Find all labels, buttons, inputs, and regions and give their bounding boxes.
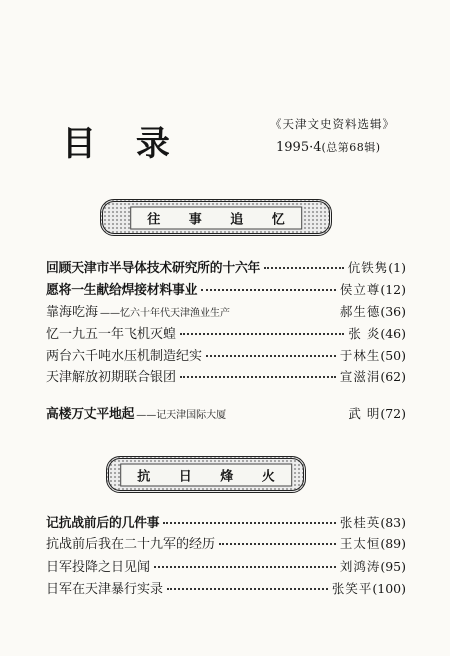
entry-page: (50) <box>380 348 406 363</box>
leader-dots <box>201 289 336 291</box>
entry-author: 武 明 <box>348 406 381 421</box>
entry-author: 宣滋涓 <box>339 369 381 384</box>
entry-page: (62) <box>380 369 406 384</box>
leader-dots <box>154 566 336 568</box>
leader-dots <box>180 333 344 335</box>
entry-author: 王太恒 <box>339 536 381 551</box>
leader-dots <box>219 543 336 545</box>
toc-entry[interactable] <box>46 366 406 383</box>
entry-author: 张笑平 <box>331 581 373 596</box>
toc-entry[interactable] <box>46 403 406 420</box>
entry-author: 侯立尊 <box>339 282 381 297</box>
entry-title: 天津解放初期联合银团 <box>46 370 177 385</box>
entry-title: 记抗战前后的几件事 <box>46 516 160 531</box>
toc-entry[interactable] <box>46 257 406 274</box>
section-heading-frame <box>130 206 302 229</box>
entry-author: 刘鸿涛 <box>339 559 381 574</box>
toc-entry[interactable] <box>46 533 406 550</box>
entry-title: 回顾天津市半导体技术研究所的十六年 <box>46 261 261 276</box>
section-heading: 抗 日 烽 火 <box>137 469 287 484</box>
entry-page: (46) <box>380 326 406 341</box>
entry-subtitle: ——记天津国际大厦 <box>136 410 227 421</box>
leader-dots <box>234 311 336 313</box>
leader-dots <box>264 267 344 269</box>
leader-dots <box>230 413 344 415</box>
page-title: 目 录 <box>62 124 184 164</box>
toc-entry[interactable] <box>46 578 406 595</box>
entry-page: (95) <box>380 559 406 574</box>
entry-title: 愿将一生献给焊接材料事业 <box>46 283 198 298</box>
entry-page: (1) <box>388 260 406 275</box>
entry-page: (100) <box>372 581 406 596</box>
entry-title: 靠海吃海 <box>46 305 99 320</box>
entry-title: 两台六千吨水压机制造纪实 <box>46 349 203 364</box>
entry-author: 张 炎 <box>348 326 381 341</box>
leader-dots <box>180 376 336 378</box>
entry-page: (72) <box>380 406 406 421</box>
entry-title: 高楼万丈平地起 <box>46 407 135 422</box>
section-heading: 往 事 追 忆 <box>147 212 297 227</box>
section-heading-frame <box>120 463 292 486</box>
leader-dots <box>167 588 328 590</box>
entry-page: (12) <box>380 282 406 297</box>
series-name: 《天津文史资料选辑》 <box>270 117 395 131</box>
leader-dots <box>163 522 335 524</box>
toc-entry[interactable] <box>46 323 406 340</box>
entry-author: 张桂英 <box>339 515 381 530</box>
entry-page: (36) <box>380 304 406 319</box>
toc-entry[interactable] <box>46 512 406 529</box>
entry-title: 抗战前后我在二十九军的经历 <box>46 537 216 552</box>
section-banner <box>106 456 306 493</box>
entry-page: (89) <box>380 536 406 551</box>
issue-line <box>276 139 381 155</box>
total-issue: (总第68辑) <box>321 141 381 154</box>
section-banner <box>100 199 332 236</box>
entry-title: 日军在天津暴行实录 <box>46 582 164 597</box>
entry-author: 伉铁隽 <box>347 260 389 275</box>
entry-author: 于林生 <box>339 348 381 363</box>
toc-entry[interactable] <box>46 556 406 573</box>
entry-title: 忆一九五一年飞机灭蝗 <box>46 327 177 342</box>
entry-page: (83) <box>380 515 406 530</box>
entry-title: 日军投降之日见闻 <box>46 560 151 575</box>
entry-subtitle: ——忆六十年代天津渔业生产 <box>100 308 231 319</box>
leader-dots <box>206 355 336 357</box>
entry-author: 郝生德 <box>339 304 381 319</box>
toc-entry[interactable] <box>46 301 406 318</box>
toc-entry[interactable] <box>46 279 406 296</box>
toc-entry[interactable] <box>46 345 406 362</box>
issue-number: 1995·4 <box>276 140 322 155</box>
